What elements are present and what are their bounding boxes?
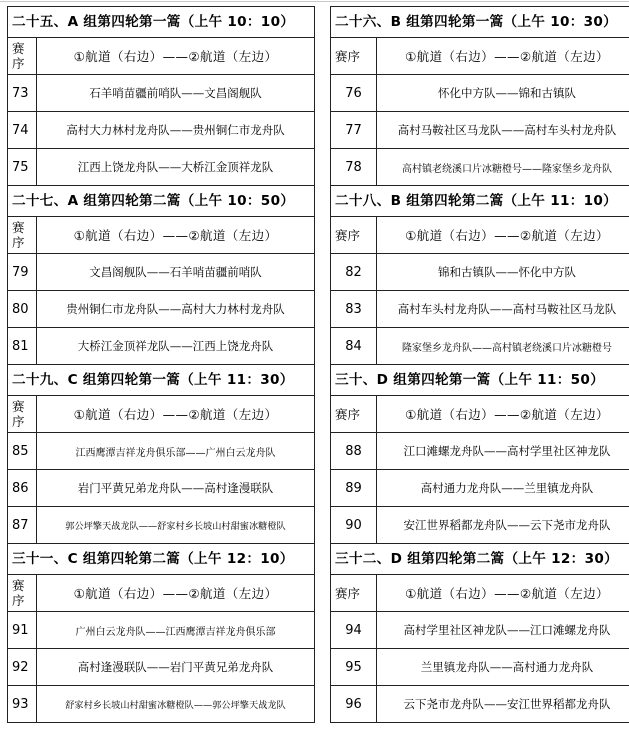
race-match: 高村车头村龙舟队——高村马鞍社区马龙队 <box>397 302 617 316</box>
header-row <box>331 574 629 611</box>
race-block <box>8 543 314 723</box>
race-block <box>331 543 629 723</box>
race-match: 高村镇老绕溪口片冰糖橙号——隆家堡乡龙舟队 <box>402 163 612 175</box>
table-row <box>331 327 629 364</box>
lane-header: ①航道（右边）——②航道（左边） <box>73 586 278 601</box>
lane-header: ①航道（右边）——②航道（左边） <box>405 407 609 422</box>
seq-header: 赛序 <box>331 575 377 611</box>
table-row <box>8 685 314 722</box>
race-seq: 86 <box>8 470 37 506</box>
race-match: 江西上饶龙舟队——大桥江金顶祥龙队 <box>77 160 274 174</box>
race-seq: 95 <box>331 649 377 685</box>
race-seq: 84 <box>331 328 377 364</box>
race-seq: 73 <box>8 75 37 111</box>
race-block <box>8 364 314 543</box>
table-row <box>8 253 314 290</box>
table-row <box>331 506 629 543</box>
race-seq: 93 <box>8 686 37 722</box>
race-seq: 79 <box>8 254 37 290</box>
header-row <box>8 37 314 74</box>
header-row <box>8 216 314 253</box>
race-seq: 80 <box>8 291 37 327</box>
lane-header: ①航道（右边）——②航道（左边） <box>405 586 609 601</box>
table-row <box>8 469 314 506</box>
race-seq: 74 <box>8 112 37 148</box>
race-seq: 96 <box>331 686 377 722</box>
race-block <box>8 185 314 364</box>
race-seq: 76 <box>331 75 377 111</box>
table-row <box>8 648 314 685</box>
race-seq: 90 <box>331 507 377 543</box>
race-match: 郭公坪擎天战龙队——舒家村乡长坡山村甜蜜冰糖橙队 <box>65 521 286 532</box>
header-row <box>331 395 629 432</box>
race-match: 高村大力林村龙舟队——贵州铜仁市龙舟队 <box>66 123 285 137</box>
race-match: 高村学里社区神龙队——江口滩螺龙舟队 <box>403 623 611 637</box>
race-seq: 87 <box>8 507 37 543</box>
race-seq: 94 <box>331 612 377 648</box>
race-block <box>8 6 314 185</box>
race-match: 舒家村乡长坡山村甜蜜冰糖橙队——郭公坪擎天战龙队 <box>65 700 286 711</box>
table-row <box>331 148 629 185</box>
race-match: 高村通力龙舟队——兰里镇龙舟队 <box>420 481 594 495</box>
table-row <box>331 253 629 290</box>
table-row <box>8 432 314 469</box>
race-block-title: 二十七、A 组第四轮第二篙（上午 10：50） <box>12 193 295 209</box>
table-row <box>331 432 629 469</box>
race-match: 文昌阁舰队——石羊哨苗疆前哨队 <box>89 265 262 279</box>
race-block-title: 二十九、C 组第四轮第一篙（上午 11：30） <box>12 372 294 388</box>
race-block-title: 二十六、B 组第四轮第一篙（上午 10：30） <box>335 14 618 30</box>
race-match: 云下尧市龙舟队——安江世界稻都龙舟队 <box>403 697 611 711</box>
table-row <box>331 290 629 327</box>
race-seq: 82 <box>331 254 377 290</box>
lane-header: ①航道（右边）——②航道（左边） <box>405 228 609 243</box>
lane-header: ①航道（右边）——②航道（左边） <box>405 49 609 64</box>
header-row <box>331 216 629 253</box>
race-match: 江口滩螺龙舟队——高村学里社区神龙队 <box>403 444 611 458</box>
race-match: 贵州铜仁市龙舟队——高村大力林村龙舟队 <box>66 302 285 316</box>
table-row <box>331 111 629 148</box>
seq-header: 赛序 <box>8 575 37 611</box>
race-seq: 77 <box>331 112 377 148</box>
race-seq: 81 <box>8 328 37 364</box>
race-block-title: 三十一、C 组第四轮第二篙（上午 12：10） <box>12 551 294 567</box>
race-block <box>331 364 629 543</box>
right-schedule-column <box>330 6 629 723</box>
race-match: 江西鹰潭吉祥龙舟俱乐部——广州白云龙舟队 <box>75 447 276 459</box>
lane-header: ①航道（右边）——②航道（左边） <box>73 228 278 243</box>
race-seq: 89 <box>331 470 377 506</box>
table-row <box>331 74 629 111</box>
table-row <box>8 611 314 648</box>
seq-header: 赛序 <box>331 38 377 74</box>
race-match: 怀化中方队——锦和古镇队 <box>438 86 576 100</box>
race-match: 石羊哨苗疆前哨队——文昌阁舰队 <box>89 86 262 100</box>
table-row <box>331 648 629 685</box>
lane-header: ①航道（右边）——②航道（左边） <box>73 407 278 422</box>
seq-header: 赛序 <box>331 217 377 253</box>
race-match: 隆家堡乡龙舟队——高村镇老绕溪口片冰糖橙号 <box>402 342 612 354</box>
race-match: 广州白云龙舟队——江西鹰潭吉祥龙舟俱乐部 <box>75 626 276 638</box>
race-match: 锦和古镇队——怀化中方队 <box>438 265 576 279</box>
seq-header: 赛序 <box>8 38 37 74</box>
table-row <box>8 290 314 327</box>
header-row <box>8 574 314 611</box>
table-row <box>8 506 314 543</box>
race-seq: 78 <box>331 149 377 185</box>
race-match: 安江世界稻都龙舟队——云下尧市龙舟队 <box>403 518 611 532</box>
race-match: 岩门平黄兄弟龙舟队——高村逢漫联队 <box>77 481 274 495</box>
header-row <box>8 395 314 432</box>
race-seq: 85 <box>8 433 37 469</box>
race-match: 高村马鞍社区马龙队——高村车头村龙舟队 <box>397 123 617 137</box>
race-block-title: 二十八、B 组第四轮第二篙（上午 11：10） <box>335 193 618 209</box>
table-row <box>8 111 314 148</box>
table-row <box>331 611 629 648</box>
race-block <box>331 185 629 364</box>
seq-header: 赛序 <box>8 217 37 253</box>
race-seq: 83 <box>331 291 377 327</box>
race-block <box>331 6 629 185</box>
table-row <box>331 685 629 722</box>
race-match: 大桥江金顶祥龙队——江西上饶龙舟队 <box>77 339 274 353</box>
lane-header: ①航道（右边）——②航道（左边） <box>73 49 278 64</box>
race-seq: 75 <box>8 149 37 185</box>
seq-header: 赛序 <box>331 396 377 432</box>
table-row <box>331 469 629 506</box>
table-row <box>8 148 314 185</box>
race-seq: 92 <box>8 649 37 685</box>
race-block-title: 三十二、D 组第四轮第二篙（上午 12：30） <box>335 551 618 567</box>
race-match: 兰里镇龙舟队——高村通力龙舟队 <box>420 660 594 674</box>
race-seq: 91 <box>8 612 37 648</box>
race-match: 高村逢漫联队——岩门平黄兄弟龙舟队 <box>77 660 274 674</box>
left-schedule-column <box>7 6 315 723</box>
seq-header: 赛序 <box>8 396 37 432</box>
header-row <box>331 37 629 74</box>
table-row <box>8 74 314 111</box>
race-block-title: 二十五、A 组第四轮第一篙（上午 10：10） <box>12 14 295 30</box>
table-row <box>8 327 314 364</box>
race-block-title: 三十、D 组第四轮第一篙（上午 11：50） <box>335 372 605 388</box>
race-seq: 88 <box>331 433 377 469</box>
